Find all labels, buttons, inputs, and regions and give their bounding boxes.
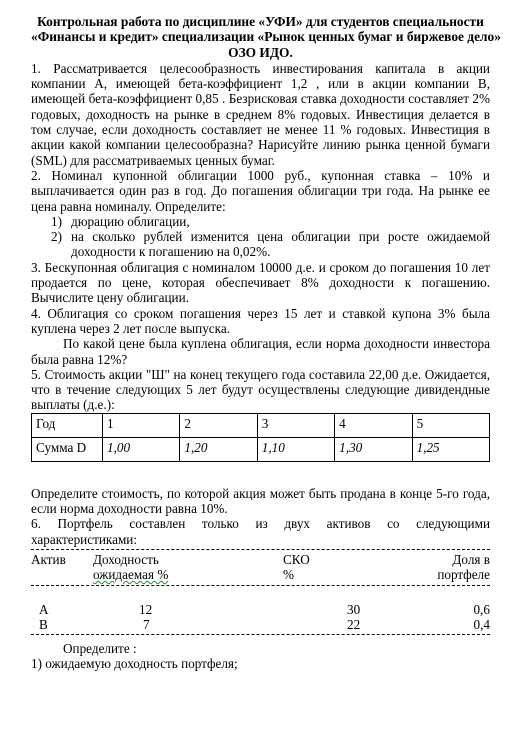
list-number: 2): [51, 229, 62, 245]
table-cell: 1,10: [257, 437, 334, 461]
task-4-line-1: 4. Облигация со сроком погашения через 15 лет и ставкой купона 3% была куплена через 2 лет после выпуска.: [31, 305, 490, 336]
header-yield-line-1: Доходность: [93, 551, 159, 567]
task-4-line-2: По какой цене была куплена облигация, если норма доходности инвестора была равна 12%?: [31, 336, 490, 367]
yield-cell: 12: [139, 601, 153, 617]
table-cell: 3: [257, 413, 334, 437]
share-cell: 0,4: [473, 616, 490, 632]
header-sko-line-2: %: [283, 567, 294, 583]
header-asset: Актив: [31, 551, 66, 567]
dividend-table: [31, 413, 490, 462]
task-2-intro: 2. Номинал купонной облигации 1000 руб., купонная ставка – 10% и выплачивается один раз в год. До погашения облигации три года. На рынке ее цена равна номиналу. Определите:: [31, 167, 490, 214]
table-row-values: [32, 437, 490, 461]
header-sko-line-1: СКО: [283, 551, 310, 567]
table-cell: 5: [412, 413, 489, 437]
title-line-1: Контрольная работа по дисциплине «УФИ» для студентов специальности: [37, 14, 484, 29]
yield-cell: 7: [143, 616, 150, 632]
asset-cell: А: [39, 601, 49, 617]
task-1-text: 1. Рассматривается целесообразность инвестирования капитала в акции компании А, имеющей бета-коэффициент 1,2 , или в акции компании В, имеющей бета-коэффициент 0,85 . Безрисковая ставка доходности составляет 2% годовых, доходность на рынке в среднем 8% годовых. Инвестиция делается в том случае, если доходность составляет не менее 11 % годовых. Инвестиция в акции какой компании целесообразна? Нарисуйте линию рынка ценной бумаги (SML) для рассматриваемых ценных бумаг.: [31, 60, 490, 168]
table-cell: 2: [180, 413, 257, 437]
portfolio-table-body: [31, 602, 490, 633]
document-title: [31, 14, 501, 60]
header-sko: [283, 552, 393, 583]
header-share-line-2: портфеле: [437, 567, 490, 583]
table-header-amount: Сумма D: [32, 437, 103, 461]
share-cell: 0,6: [473, 601, 490, 617]
list-item-text: дюрацию облигации,: [71, 213, 190, 229]
header-yield: [93, 552, 283, 583]
task-6-intro: 6. Портфель составлен только из двух активов со следующими характеристиками:: [31, 516, 490, 547]
dashed-divider: [31, 549, 490, 550]
table-row-years: [32, 413, 490, 437]
task-5-intro: 5. Стоимость акции "Ш" на конец текущего года составила 22,00 д.е. Ожидается, что в течение следующих 5 лет будут осуществлены следующие дивидендные выплаты (д.е.):: [31, 366, 490, 413]
portfolio-table-header: [31, 552, 490, 583]
sko-cell: 22: [347, 616, 361, 632]
dashed-divider: [31, 585, 490, 586]
list-number: 1): [51, 213, 62, 229]
table-header-row: [31, 552, 490, 583]
table-cell: 1,00: [103, 437, 180, 461]
sko-cell: 30: [347, 601, 361, 617]
title-line-2: «Финансы и кредит» специализации «Рынок ценных бумаг и биржевое дело»: [31, 29, 501, 45]
task-3-text: 3. Бескупонная облигация с номиналом 10000 д.е. и сроком до погашения 10 лет продается по цене, которая обеспечивает 8% доходности к погашению. Вычислите цену облигации.: [31, 259, 490, 306]
table-row: [31, 617, 490, 632]
title-line-3: ОЗО ИДО.: [228, 44, 293, 60]
asset-cell: В: [39, 616, 48, 632]
task-2-item-1: [31, 214, 490, 229]
task-6-question-1: 1) ожидаемую доходность портфеля;: [31, 656, 238, 672]
list-item-text: на сколько рублей изменится цена облигации при росте ожидаемой доходности к погашению на 0,02%.: [71, 229, 490, 260]
header-yield-line-2: ожидаемая %: [93, 567, 169, 583]
table-cell: 4: [335, 413, 412, 437]
spacer: [31, 588, 490, 602]
task-5-question: Определите стоимость, по которой акция может быть продана в конце 5-го года, если норма доходности равна 10%.: [31, 485, 490, 517]
task-2-list: [31, 214, 490, 260]
table-row: [31, 602, 490, 617]
table-cell: 1,25: [412, 437, 489, 461]
table-cell: 1,20: [180, 437, 257, 461]
table-header-year: Год: [32, 413, 103, 437]
dashed-divider: [31, 634, 490, 635]
table-cell: 1: [103, 413, 180, 437]
header-share-line-1: Доля в: [452, 551, 490, 567]
header-share: [393, 552, 490, 583]
task-6-determine: Определите :: [63, 641, 137, 657]
table-cell: 1,30: [335, 437, 412, 461]
task-2-item-2: [31, 229, 490, 260]
